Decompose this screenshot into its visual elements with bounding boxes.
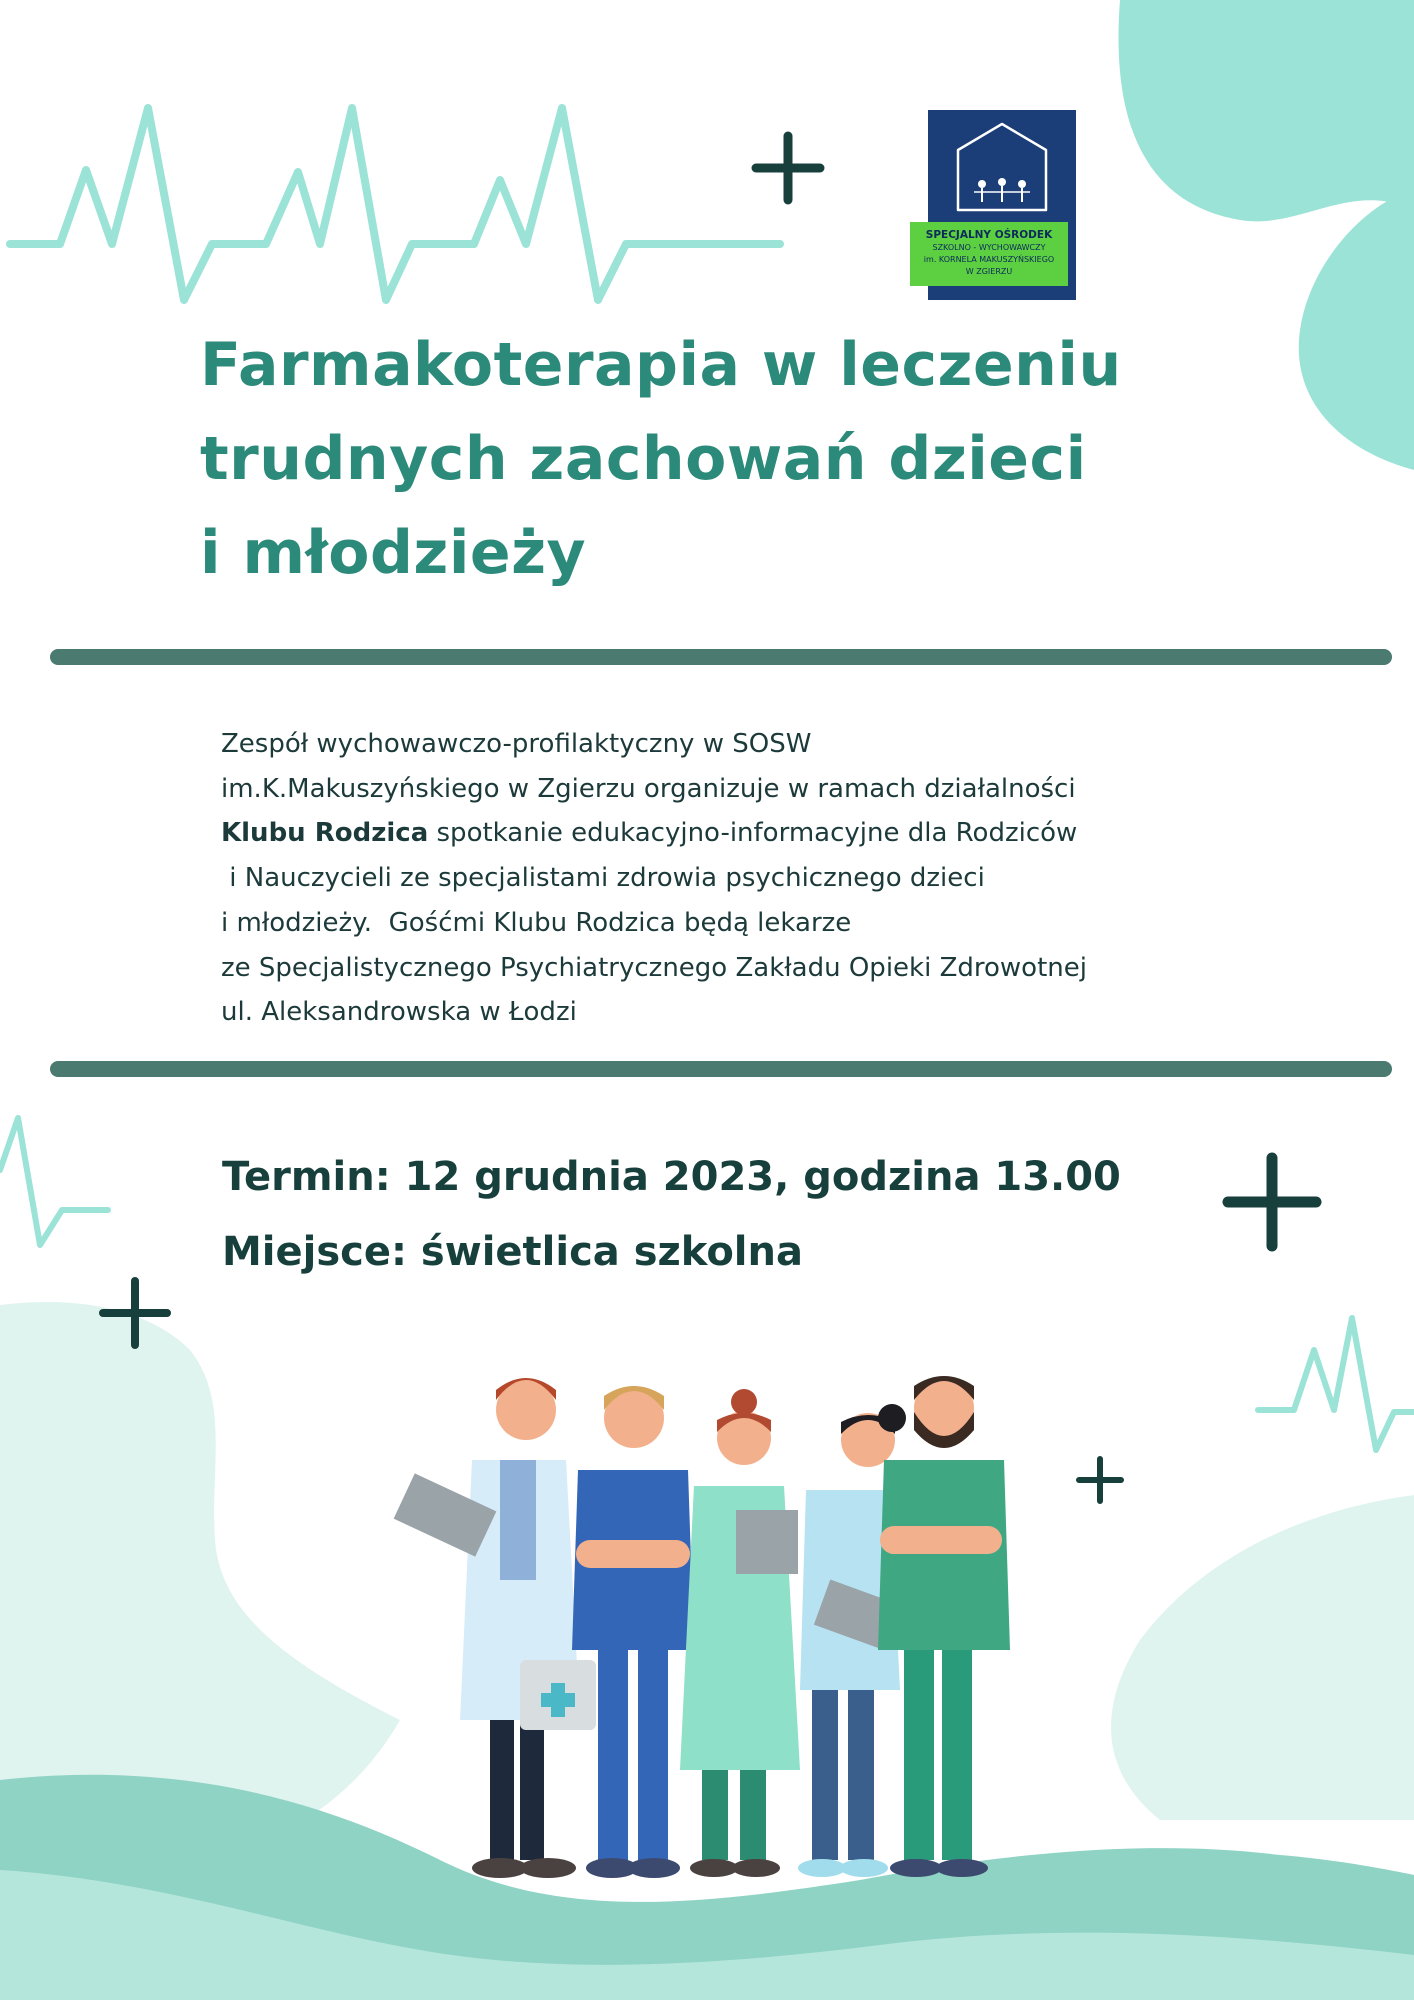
heartbeat-line-icon: [0, 1118, 108, 1245]
divider-bottom: [50, 1061, 1392, 1077]
intro-line: [221, 811, 1281, 856]
logo-line: SZKOLNO - WYCHOWAWCZY: [932, 243, 1046, 252]
plus-icon: [1079, 1459, 1121, 1501]
logo-line: im. KORNELA MAKUSZYŃSKIEGO: [923, 255, 1055, 264]
poster-title: [200, 318, 1300, 600]
intro-line: im.K.Makuszyńskiego w Zgierzu organizuje w ramach działalności: [221, 773, 1076, 804]
heartbeat-line-icon: [1258, 1318, 1414, 1450]
title-line: i młodzieży: [200, 518, 587, 588]
event-date: Termin: 12 grudnia 2023, godzina 13.00: [222, 1154, 1121, 1200]
intro-line: ul. Aleksandrowska w Łodzi: [221, 997, 577, 1028]
top-right-blob: [1119, 0, 1414, 221]
intro-line: Zespół wychowawczo-profilaktyczny w SOSW: [221, 729, 812, 759]
heartbeat-line-icon: [10, 108, 780, 300]
right-wave-blob: [1111, 1495, 1414, 1820]
title-line: Farmakoterapia w leczeniu: [200, 330, 1122, 400]
title-line: trudnych zachowań dzieci: [200, 424, 1087, 494]
right-edge-blob: [1299, 190, 1414, 470]
club-name: Klubu Rodzica: [221, 818, 429, 849]
intro-line: i Nauczycieli ze specjalistami zdrowia psychicznego dzieci: [221, 863, 985, 894]
plus-icon: [1228, 1158, 1316, 1246]
plus-icon: [756, 136, 820, 200]
event-place: Miejsce: świetlica szkolna: [222, 1229, 803, 1275]
divider-top: [50, 649, 1392, 665]
intro-line: i młodzieży. Gośćmi Klubu Rodzica będą lekarze: [221, 907, 852, 938]
intro-paragraph: [221, 722, 1281, 1035]
logo-line: W ZGIERZU: [965, 267, 1013, 276]
logo-label: [910, 222, 1068, 286]
logo-title: SPECJALNY OŚRODEK: [925, 229, 1053, 241]
school-house-logo-icon: [928, 110, 1076, 220]
intro-line-rest: spotkanie edukacyjno-informacyjne dla Rodziców: [428, 818, 1078, 849]
intro-line: ze Specjalistycznego Psychiatrycznego Zakładu Opieki Zdrowotnej: [221, 952, 1087, 983]
